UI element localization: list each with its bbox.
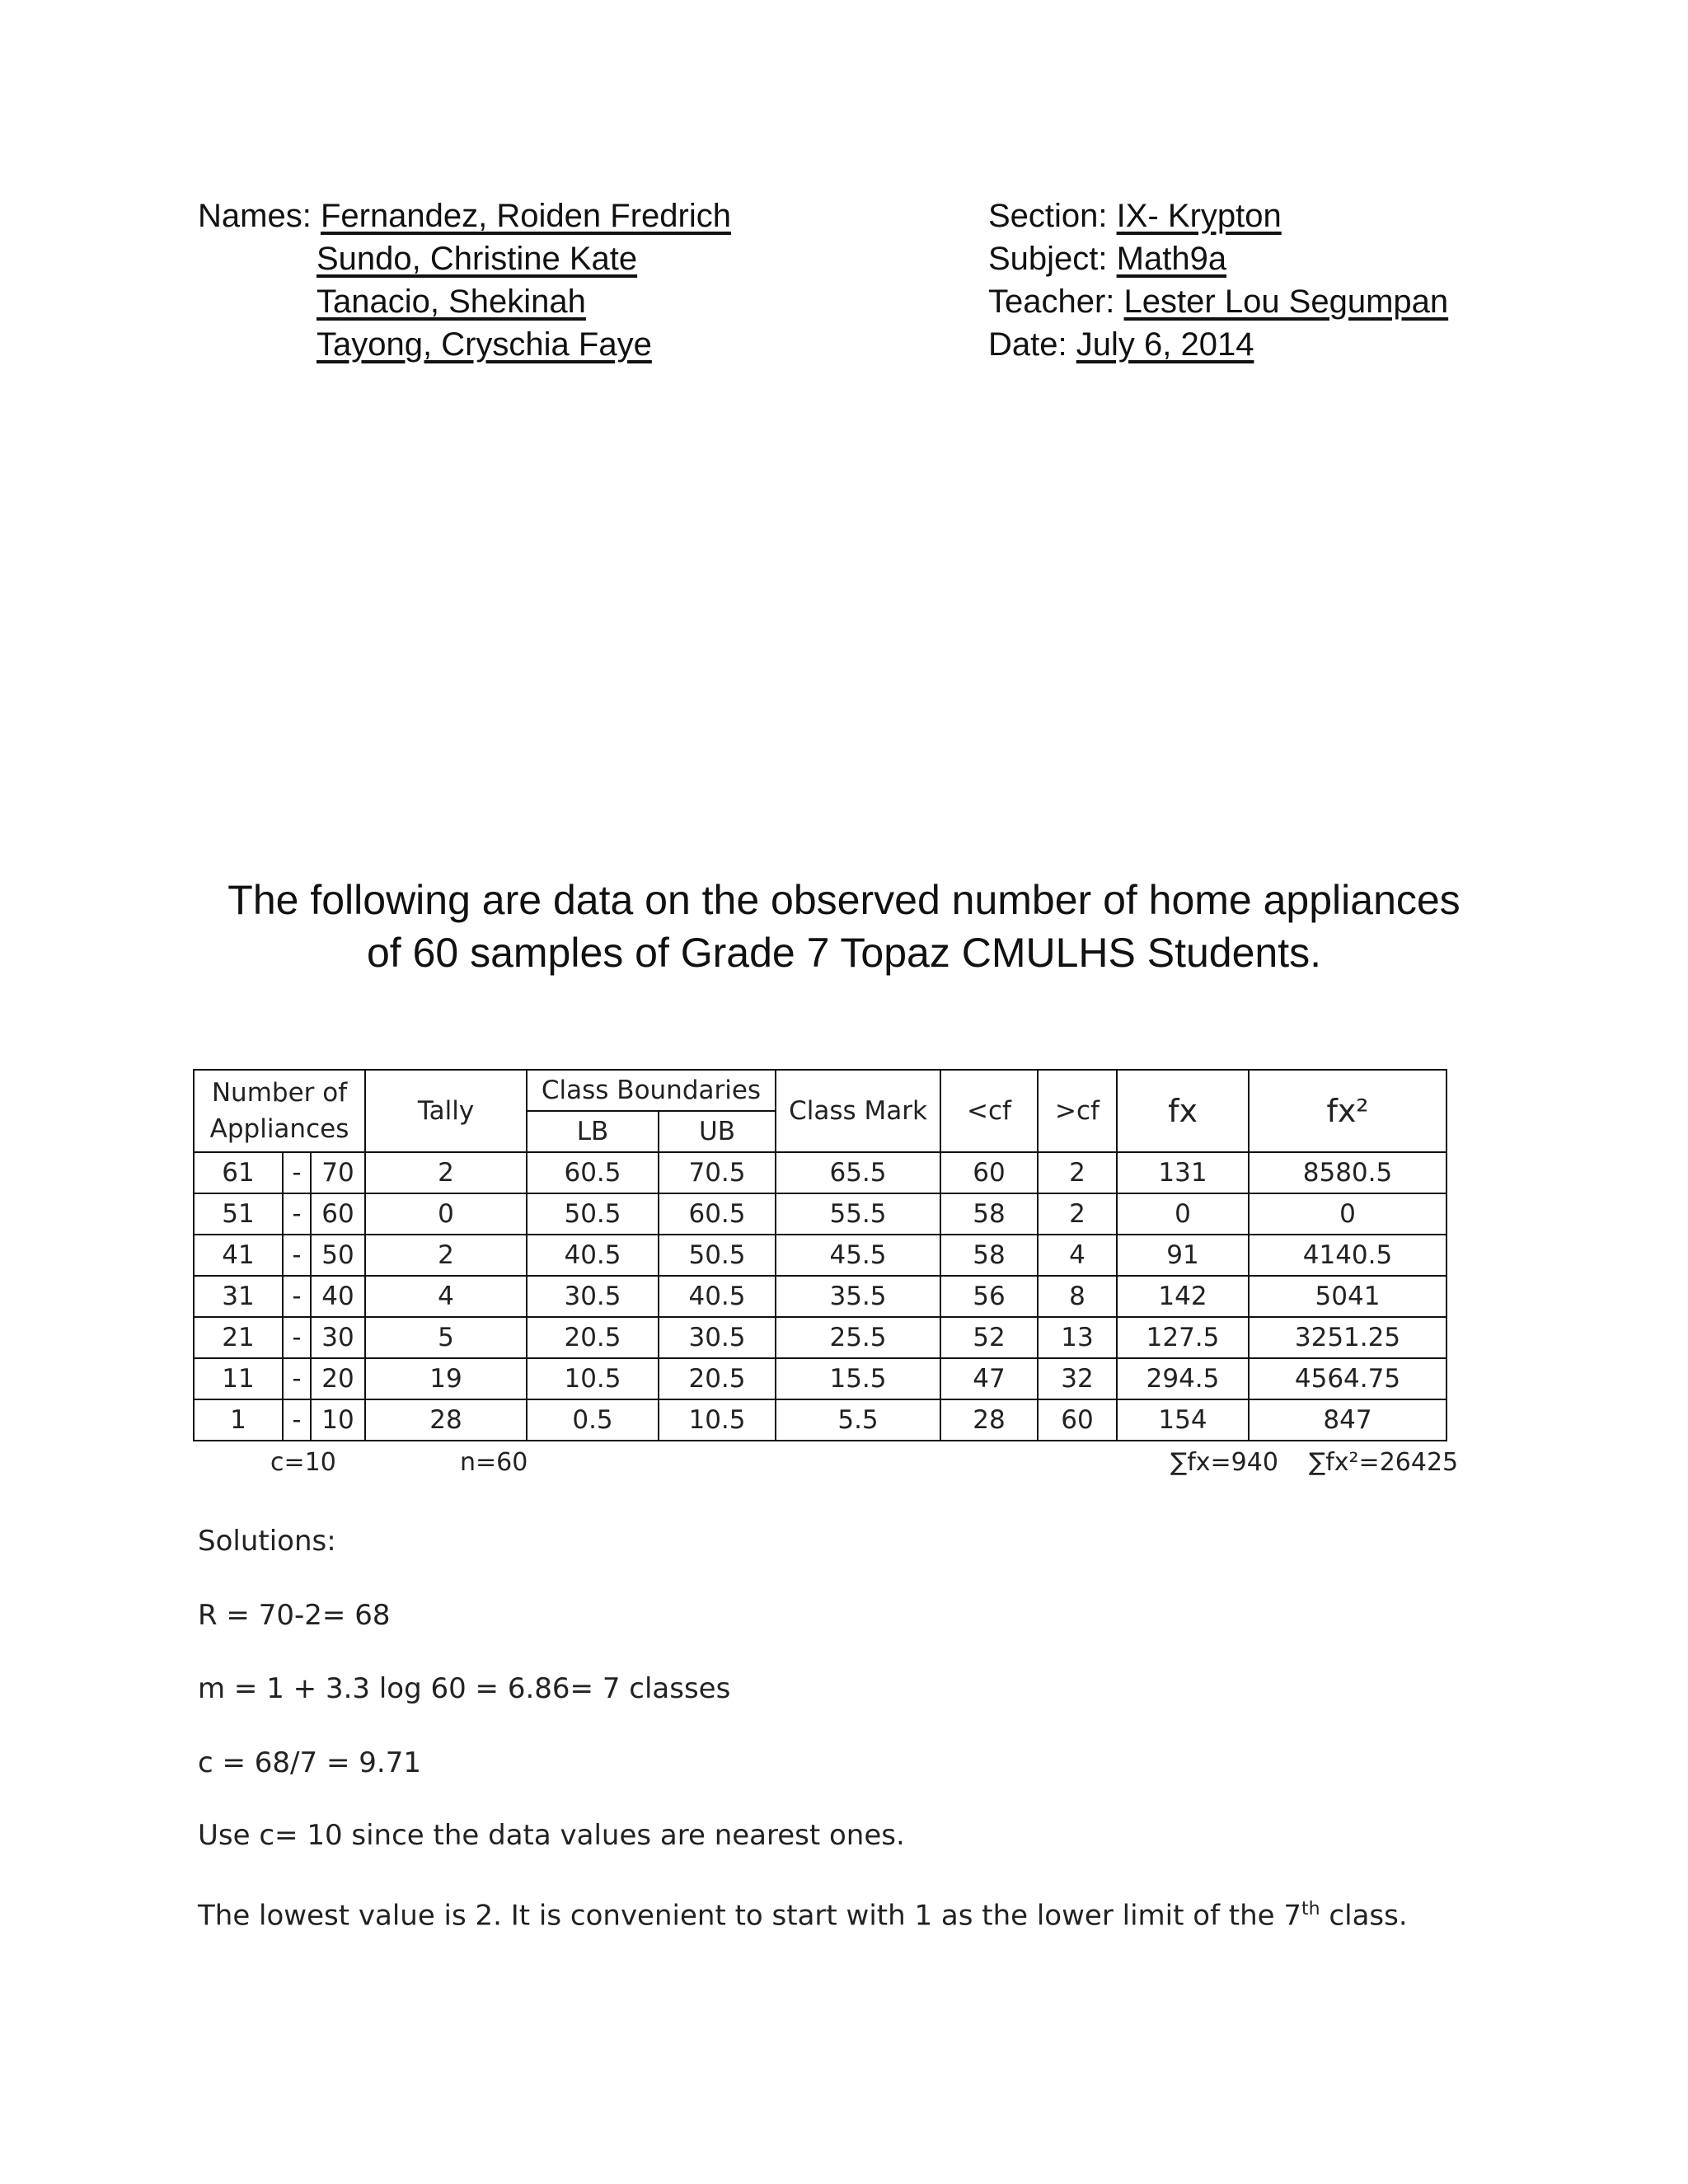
cell-lower-limit: 51 (194, 1193, 283, 1235)
cell-lower-limit: 1 (194, 1399, 283, 1441)
cell-upper-limit: 30 (311, 1317, 365, 1358)
header-fx2: fx² (1249, 1070, 1447, 1152)
cell-lb: 40.5 (527, 1235, 659, 1276)
cell-less-cf: 56 (940, 1276, 1038, 1317)
cell-class-mark: 35.5 (776, 1276, 940, 1317)
cell-dash: - (283, 1358, 311, 1399)
cell-ub: 40.5 (659, 1276, 776, 1317)
header-greater-cf: >cf (1038, 1070, 1117, 1152)
cell-lower-limit: 31 (194, 1276, 283, 1317)
cell-class-mark: 65.5 (776, 1152, 940, 1193)
section-value: IX- Krypton (1116, 198, 1282, 234)
sample-size-total: n=60 (460, 1448, 528, 1477)
cell-ub: 20.5 (659, 1358, 776, 1399)
cell-dash: - (283, 1399, 311, 1441)
subject-label: Subject: (988, 241, 1108, 277)
table-row (194, 1276, 1447, 1317)
cell-fx2: 5041 (1249, 1276, 1447, 1317)
cell-greater-cf: 13 (1038, 1317, 1117, 1358)
cell-lb: 20.5 (527, 1317, 659, 1358)
names-block (198, 194, 731, 366)
cell-tally: 2 (365, 1235, 527, 1276)
cell-ub: 70.5 (659, 1152, 776, 1193)
cell-lower-limit: 61 (194, 1152, 283, 1193)
table-row (194, 1317, 1447, 1358)
cell-lb: 0.5 (527, 1399, 659, 1441)
cell-less-cf: 28 (940, 1399, 1038, 1441)
cell-lb: 60.5 (527, 1152, 659, 1193)
cell-fx: 294.5 (1117, 1358, 1249, 1399)
cell-dash: - (283, 1317, 311, 1358)
cell-class-mark: 55.5 (776, 1193, 940, 1235)
solution-lowest: The lowest value is 2. It is convenient to start with 1 as the lower limit of the 7th class. (198, 1899, 1408, 1933)
cell-upper-limit: 10 (311, 1399, 365, 1441)
cell-less-cf: 60 (940, 1152, 1038, 1193)
cell-upper-limit: 50 (311, 1235, 365, 1276)
cell-lb: 10.5 (527, 1358, 659, 1399)
cell-dash: - (283, 1193, 311, 1235)
cell-upper-limit: 40 (311, 1276, 365, 1317)
cell-fx: 154 (1117, 1399, 1249, 1441)
teacher-label: Teacher: (988, 284, 1115, 320)
header-lb: LB (527, 1111, 659, 1152)
date-value: July 6, 2014 (1076, 326, 1254, 363)
solution-classes: m = 1 + 3.3 log 60 = 6.86= 7 classes (198, 1672, 731, 1705)
cell-greater-cf: 2 (1038, 1152, 1117, 1193)
course-info-block (988, 194, 1448, 366)
cell-lb: 50.5 (527, 1193, 659, 1235)
frequency-table (193, 1069, 1447, 1441)
cell-tally: 5 (365, 1317, 527, 1358)
header-fx: fx (1117, 1070, 1249, 1152)
cell-ub: 30.5 (659, 1317, 776, 1358)
cell-lower-limit: 11 (194, 1358, 283, 1399)
title-line-2: of 60 samples of Grade 7 Topaz CMULHS Students. (366, 930, 1321, 976)
cell-class-mark: 25.5 (776, 1317, 940, 1358)
cell-upper-limit: 60 (311, 1193, 365, 1235)
cell-less-cf: 58 (940, 1235, 1038, 1276)
cell-tally: 4 (365, 1276, 527, 1317)
table-row (194, 1235, 1447, 1276)
cell-ub: 60.5 (659, 1193, 776, 1235)
header-appliances: Number of Appliances (194, 1070, 365, 1152)
header-class-boundaries: Class Boundaries (527, 1070, 776, 1111)
cell-dash: - (283, 1235, 311, 1276)
cell-fx: 127.5 (1117, 1317, 1249, 1358)
cell-dash: - (283, 1276, 311, 1317)
solution-use-c: Use c= 10 since the data values are nearest ones. (198, 1819, 905, 1852)
cell-fx: 131 (1117, 1152, 1249, 1193)
student-name: Fernandez, Roiden Fredrich (320, 198, 731, 234)
cell-lb: 30.5 (527, 1276, 659, 1317)
cell-fx2: 3251.25 (1249, 1317, 1447, 1358)
cell-tally: 0 (365, 1193, 527, 1235)
table-row (194, 1358, 1447, 1399)
page-title (0, 874, 1688, 979)
student-name: Tayong, Cryschia Faye (316, 326, 652, 363)
class-width-total: c=10 (270, 1448, 336, 1477)
cell-lower-limit: 21 (194, 1317, 283, 1358)
cell-fx2: 0 (1249, 1193, 1447, 1235)
cell-tally: 19 (365, 1358, 527, 1399)
teacher-value: Lester Lou Segumpan (1123, 284, 1449, 320)
cell-greater-cf: 2 (1038, 1193, 1117, 1235)
cell-ub: 10.5 (659, 1399, 776, 1441)
cell-fx: 142 (1117, 1276, 1249, 1317)
header-class-mark: Class Mark (776, 1070, 940, 1152)
cell-class-mark: 15.5 (776, 1358, 940, 1399)
student-name: Sundo, Christine Kate (316, 241, 638, 277)
cell-greater-cf: 32 (1038, 1358, 1117, 1399)
cell-fx2: 4564.75 (1249, 1358, 1447, 1399)
cell-tally: 28 (365, 1399, 527, 1441)
cell-fx2: 8580.5 (1249, 1152, 1447, 1193)
title-line-1: The following are data on the observed number of home appliances (227, 877, 1461, 923)
cell-less-cf: 47 (940, 1358, 1038, 1399)
student-name: Tanacio, Shekinah (316, 284, 586, 320)
table-row (194, 1152, 1447, 1193)
cell-fx: 0 (1117, 1193, 1249, 1235)
cell-greater-cf: 8 (1038, 1276, 1117, 1317)
cell-lower-limit: 41 (194, 1235, 283, 1276)
cell-ub: 50.5 (659, 1235, 776, 1276)
table-row (194, 1193, 1447, 1235)
date-label: Date: (988, 326, 1067, 363)
header-less-cf: <cf (940, 1070, 1038, 1152)
cell-less-cf: 58 (940, 1193, 1038, 1235)
cell-class-mark: 5.5 (776, 1399, 940, 1441)
subject-value: Math9a (1116, 241, 1227, 277)
cell-upper-limit: 20 (311, 1358, 365, 1399)
header-tally: Tally (365, 1070, 527, 1152)
cell-less-cf: 52 (940, 1317, 1038, 1358)
cell-fx2: 847 (1249, 1399, 1447, 1441)
cell-fx: 91 (1117, 1235, 1249, 1276)
cell-dash: - (283, 1152, 311, 1193)
cell-greater-cf: 60 (1038, 1399, 1117, 1441)
sum-fx-total: ∑fx=940 (1170, 1448, 1278, 1477)
cell-upper-limit: 70 (311, 1152, 365, 1193)
solution-range: R = 70-2= 68 (198, 1599, 391, 1632)
solution-width: c = 68/7 = 9.71 (198, 1746, 421, 1779)
names-label: Names: (198, 198, 312, 234)
solutions-label: Solutions: (198, 1525, 336, 1558)
sum-fx2-total: ∑fx²=26425 (1309, 1448, 1459, 1477)
section-label: Section: (988, 198, 1108, 234)
header-ub: UB (659, 1111, 776, 1152)
header-row-1 (194, 1070, 1447, 1111)
cell-fx2: 4140.5 (1249, 1235, 1447, 1276)
table-row (194, 1399, 1447, 1441)
cell-tally: 2 (365, 1152, 527, 1193)
cell-greater-cf: 4 (1038, 1235, 1117, 1276)
cell-class-mark: 45.5 (776, 1235, 940, 1276)
